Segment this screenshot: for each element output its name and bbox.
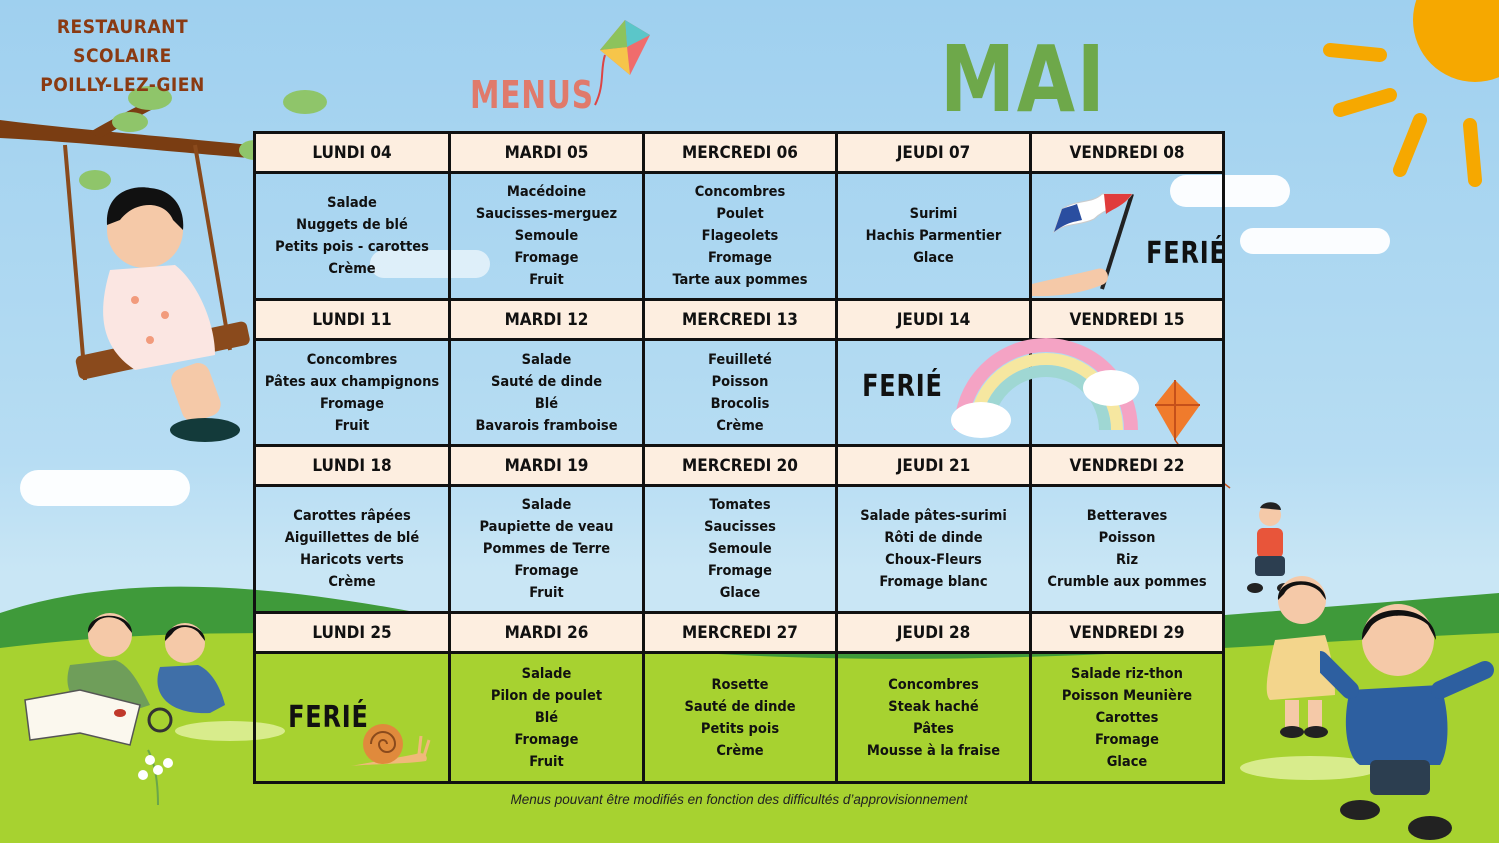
holiday-label: FERIÉ (862, 369, 943, 404)
day-menu (256, 174, 451, 301)
menu-item: Macédoine (506, 184, 587, 200)
day-label: MARDI 12 (504, 309, 589, 330)
day-label: MERCREDI 13 (682, 309, 798, 330)
menu-item: Nuggets de blé (296, 217, 408, 233)
day-menu (838, 487, 1032, 614)
boy-running-illustration (1320, 600, 1499, 843)
day-label: JEUDI 07 (896, 142, 971, 163)
menu-item: Poisson Meunière (1061, 687, 1193, 704)
menu-item: Carottes (1095, 709, 1159, 726)
day-header (256, 447, 451, 487)
day-label: LUNDI 25 (312, 622, 392, 643)
day-menu (451, 487, 645, 614)
day-header (645, 301, 838, 341)
menu-item: Fruit (529, 272, 564, 288)
day-label: MARDI 19 (504, 455, 589, 476)
menu-item: Semoule (514, 228, 579, 244)
menu-item: Salade pâtes-surimi (860, 508, 1007, 524)
month-heading: MAI (940, 26, 1107, 133)
day-label: MERCREDI 27 (682, 622, 798, 643)
menu-item: Crème (716, 417, 764, 434)
day-label: MERCREDI 06 (682, 142, 798, 163)
day-header (451, 134, 645, 174)
menu-item: Glace (913, 250, 954, 266)
girl-on-swing-illustration (55, 140, 270, 445)
footer-note: Menus pouvant être modifiés en fonction des difficultés d’approvisionnement (510, 792, 968, 807)
french-flag-icon (1032, 184, 1142, 299)
day-header (838, 134, 1032, 174)
menu-item: Sauté de dinde (490, 373, 603, 390)
day-label: VENDREDI 29 (1069, 622, 1185, 643)
menu-calendar-grid (253, 131, 1225, 784)
day-menu (451, 341, 645, 447)
day-menu (645, 654, 838, 781)
menu-item: Paupiette de veau (479, 519, 614, 535)
menu-item: Betteraves (1086, 508, 1168, 524)
day-label: VENDREDI 15 (1069, 309, 1185, 330)
menu-item: Fromage (320, 395, 384, 412)
holiday-label: FERIÉ (1146, 236, 1227, 271)
menu-item: Rosette (711, 676, 769, 693)
menu-item: Crème (328, 261, 376, 277)
menu-item: Surimi (909, 206, 958, 222)
menu-item: Fruit (334, 417, 370, 434)
day-label: LUNDI 11 (312, 309, 392, 330)
menu-item: Semoule (708, 541, 772, 557)
day-label: LUNDI 04 (312, 142, 392, 163)
day-header (838, 447, 1032, 487)
menu-item: Poisson (711, 373, 769, 390)
day-label: LUNDI 18 (312, 455, 392, 476)
rainbow-icon (951, 320, 1141, 440)
day-label: JEUDI 28 (896, 622, 971, 643)
menus-heading: MENUS (470, 73, 594, 117)
menu-item: Glace (1106, 753, 1148, 770)
menu-item: Fromage (1095, 731, 1159, 748)
day-label: VENDREDI 08 (1069, 142, 1185, 163)
menu-item: Pilon de poulet (490, 687, 603, 704)
menu-item: Haricots verts (300, 552, 404, 568)
snail-icon (351, 716, 431, 771)
menu-item: Riz (1115, 552, 1139, 568)
day-header (451, 614, 645, 654)
cloud (1240, 228, 1390, 254)
day-menu-holiday (1032, 174, 1227, 301)
menu-item: Fromage blanc (879, 574, 988, 590)
menu-item: Steak haché (888, 698, 979, 715)
menu-item: Poisson (1098, 530, 1156, 546)
cloud (20, 470, 190, 506)
menu-item: Petits pois (700, 720, 780, 737)
menu-item: Mousse à la fraise (866, 742, 1001, 759)
menu-item: Concombres (888, 676, 979, 693)
day-label: MARDI 05 (504, 142, 589, 163)
menu-item: Pommes de Terre (482, 541, 611, 557)
day-menu (256, 341, 451, 447)
holiday-label: FERIÉ (288, 700, 369, 735)
day-menu (645, 487, 838, 614)
day-header (645, 614, 838, 654)
day-header (838, 614, 1032, 654)
menu-item: Blé (534, 395, 559, 412)
day-label: VENDREDI 22 (1069, 455, 1185, 476)
menu-item: Fromage (514, 731, 579, 748)
day-header (256, 614, 451, 654)
day-menu (838, 654, 1032, 781)
menu-item: Blé (534, 709, 559, 726)
menu-item: Choux-Fleurs (885, 552, 982, 568)
menu-item: Hachis Parmentier (865, 228, 1002, 244)
day-header (645, 134, 838, 174)
menu-item: Crumble aux pommes (1047, 574, 1207, 590)
menu-item: Rôti de dinde (884, 530, 983, 546)
menu-item: Fromage (514, 563, 579, 579)
day-label: JEUDI 14 (896, 309, 971, 330)
menu-item: Pâtes (913, 720, 954, 737)
day-header (256, 301, 451, 341)
day-label: JEUDI 21 (896, 455, 971, 476)
menu-item: Carottes râpées (293, 508, 411, 524)
day-label: MERCREDI 20 (682, 455, 798, 476)
menu-item: Tomates (709, 497, 771, 513)
day-menu (1032, 654, 1222, 781)
day-menu (256, 487, 451, 614)
children-reading-book-illustration (20, 605, 250, 750)
menu-item: Salade (521, 665, 572, 682)
day-menu (1032, 487, 1222, 614)
day-label: MARDI 26 (504, 622, 589, 643)
menu-item: Glace (719, 585, 761, 601)
day-header (645, 447, 838, 487)
day-header (1032, 614, 1222, 654)
menu-item: Crème (716, 742, 764, 759)
menu-item: Fromage (708, 563, 772, 579)
menu-item: Crème (328, 574, 376, 590)
restaurant-title (20, 13, 225, 100)
menu-item: Concombres (694, 184, 786, 200)
day-menu-holiday (256, 654, 451, 781)
day-header (451, 447, 645, 487)
day-menu (645, 341, 838, 447)
menu-item: Aiguillettes de blé (284, 530, 420, 546)
menu-item: Brocolis (710, 395, 770, 412)
restaurant-title-line2: POILLY-LEZ-GIEN (40, 74, 205, 96)
day-header (451, 301, 645, 341)
menu-item: Petits pois - carottes (275, 239, 429, 255)
menu-item: Salade (521, 351, 572, 368)
menu-item: Poulet (716, 206, 764, 222)
menu-item: Flageolets (701, 228, 779, 244)
menu-item: Sauté de dinde (684, 698, 796, 715)
menu-item: Fromage (708, 250, 772, 266)
day-menu (645, 174, 838, 301)
menu-item: Tarte aux pommes (672, 272, 808, 288)
menu-item: Feuilleté (708, 351, 772, 368)
menu-item: Salade riz-thon (1071, 665, 1183, 682)
day-menu (451, 654, 645, 781)
sun-icon (1320, 0, 1499, 190)
menu-item: Saucisses (704, 519, 776, 535)
day-header (1032, 134, 1222, 174)
day-menu (451, 174, 645, 301)
day-header (256, 134, 451, 174)
menu-item: Saucisses-merguez (475, 206, 618, 222)
day-header (1032, 447, 1222, 487)
menu-item: Pâtes aux champignons (264, 373, 440, 390)
day-menu (838, 174, 1032, 301)
menu-item: Fruit (529, 585, 564, 601)
menu-item: Bavarois framboise (475, 417, 618, 434)
menu-item: Fromage (514, 250, 579, 266)
menu-item: Salade (521, 497, 572, 513)
menu-item: Fruit (529, 753, 564, 770)
restaurant-title-line1: RESTAURANT SCOLAIRE (56, 16, 189, 67)
lily-of-the-valley-icon (128, 745, 188, 805)
menu-item: Salade (327, 195, 377, 211)
menu-item: Concombres (306, 351, 398, 368)
kite-icon (585, 15, 655, 110)
